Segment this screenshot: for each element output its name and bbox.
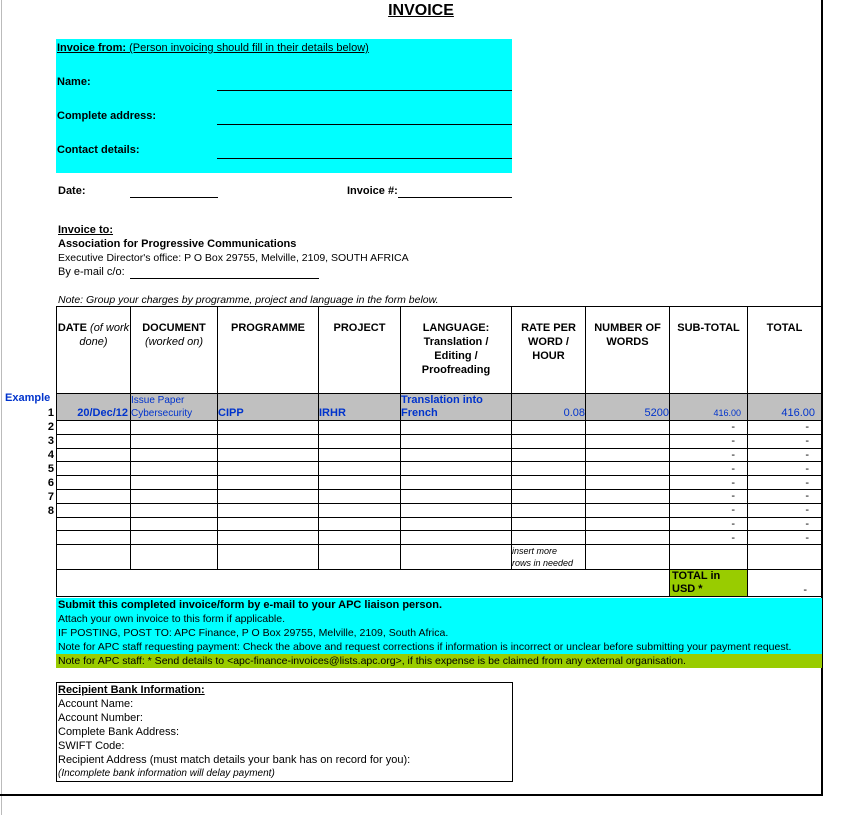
email-label: By e-mail c/o: (58, 266, 125, 278)
recipient-address: Executive Director's office: P O Box 29755, Melville, 2109, SOUTH AFRICA (58, 252, 409, 264)
cell-words[interactable] (586, 503, 670, 517)
example-document (131, 394, 218, 421)
example-subtotal: 416.00 (670, 394, 748, 421)
example-project: IRHR (319, 394, 401, 421)
table-row (57, 489, 822, 503)
cell-date[interactable] (57, 545, 131, 570)
cell-document[interactable] (131, 476, 218, 490)
cell-language[interactable] (401, 421, 512, 435)
cell-date[interactable] (57, 434, 131, 448)
table-row (57, 503, 822, 517)
total-label-line: TOTAL in (672, 570, 721, 583)
table-row (57, 531, 822, 545)
cell-date[interactable] (57, 503, 131, 517)
cell-document[interactable] (131, 434, 218, 448)
cell-words[interactable] (586, 476, 670, 490)
cell-subtotal: - (670, 517, 748, 531)
example-document-line: Cybersecurity (131, 408, 193, 419)
header-subtotal: SUB-TOTAL (670, 307, 748, 394)
cell-document[interactable] (131, 503, 218, 517)
swift-label[interactable]: SWIFT Code: (58, 740, 125, 752)
total-label-line: USD * (672, 583, 703, 596)
cell-rate[interactable] (512, 531, 586, 545)
cell-project[interactable] (319, 462, 401, 476)
row-number: 6 (47, 477, 54, 489)
cell-programme[interactable] (218, 531, 319, 545)
page-title: INVOICE (388, 2, 454, 19)
cell-words[interactable] (586, 434, 670, 448)
cell-words[interactable] (586, 517, 670, 531)
cell-subtotal: - (670, 421, 748, 435)
cell-programme[interactable] (218, 503, 319, 517)
table-row (57, 448, 822, 462)
cell-total: - (748, 517, 822, 531)
row-number: 1 (47, 407, 54, 419)
cell-language[interactable] (401, 448, 512, 462)
address-label: Complete address: (57, 110, 157, 122)
invoice-from-section (56, 39, 512, 173)
address-field[interactable] (217, 124, 512, 125)
cell-programme[interactable] (218, 462, 319, 476)
table-row (57, 434, 822, 448)
cell-programme[interactable] (218, 421, 319, 435)
cell-rate[interactable] (512, 503, 586, 517)
cell-document[interactable] (131, 421, 218, 435)
cell-date[interactable] (57, 476, 131, 490)
cell-project[interactable] (319, 545, 401, 570)
cell-rate[interactable] (512, 476, 586, 490)
cell-project[interactable] (319, 503, 401, 517)
cell-total: - (748, 448, 822, 462)
example-programme: CIPP (218, 394, 319, 421)
table-row (57, 517, 822, 531)
header-words: NUMBER OF WORDS (586, 307, 670, 394)
cell-project[interactable] (319, 448, 401, 462)
cell-language[interactable] (401, 517, 512, 531)
cell-language[interactable] (401, 545, 512, 570)
name-label: Name: (57, 76, 91, 88)
cell-date[interactable] (57, 489, 131, 503)
cell-programme[interactable] (218, 476, 319, 490)
row-number: 3 (47, 435, 54, 447)
cell-rate[interactable] (512, 421, 586, 435)
header-date: DATE (of work done) (57, 307, 131, 394)
cell-total: - (748, 434, 822, 448)
cell-words[interactable] (586, 545, 670, 570)
cell-programme[interactable] (218, 448, 319, 462)
account-name-label[interactable]: Account Name: (58, 698, 134, 710)
bank-warning: (Incomplete bank information will delay payment) (58, 768, 275, 779)
submit-line: Note for APC staff: * Send details to <apc-finance-invoices@lists.apc.org>, if this expense is be claimed from any external organisation. (56, 654, 822, 668)
header-total: TOTAL (748, 307, 822, 394)
cell-date[interactable] (57, 531, 131, 545)
grand-total: - (748, 570, 822, 597)
cell-project[interactable] (319, 517, 401, 531)
cell-date[interactable] (57, 517, 131, 531)
cell-document[interactable] (131, 545, 218, 570)
cell-document[interactable] (131, 517, 218, 531)
cell-total: - (748, 476, 822, 490)
total-label (670, 570, 748, 597)
header-document: DOCUMENT (worked on) (131, 307, 218, 394)
cell-words[interactable] (586, 448, 670, 462)
cell-programme[interactable] (218, 517, 319, 531)
example-language-line: French (401, 407, 438, 419)
cell-language[interactable] (401, 503, 512, 517)
recipient-org: Association for Progressive Communications (58, 238, 297, 250)
header-rate: RATE PER WORD / HOUR (512, 307, 586, 394)
cell-document[interactable] (131, 462, 218, 476)
invoice-number-field[interactable] (398, 197, 512, 198)
invoice-from-heading (57, 42, 369, 54)
invoice-from-instruction: (Person invoicing should fill in their details below) (126, 42, 369, 54)
cell-total: - (748, 462, 822, 476)
bank-heading: Recipient Bank Information: (58, 684, 205, 696)
cell-project[interactable] (319, 421, 401, 435)
submit-instructions (56, 598, 822, 668)
example-label: Example (5, 392, 51, 404)
cell-subtotal: - (670, 531, 748, 545)
example-total: 416.00 (748, 394, 822, 421)
table-row (57, 476, 822, 490)
example-document-line: Issue Paper (131, 395, 185, 406)
cell-document[interactable] (131, 489, 218, 503)
bank-address-label[interactable]: Complete Bank Address: (58, 726, 180, 738)
submit-line: Note for APC staff requesting payment: Check the above and request corrections if information is incorrect or unclear before submitting your payment request. (58, 641, 792, 653)
cell-subtotal: - (670, 462, 748, 476)
sheet-bottom-border (0, 794, 823, 796)
cell-date[interactable] (57, 421, 131, 435)
cell-subtotal (670, 545, 748, 570)
cell-date[interactable] (57, 448, 131, 462)
recipient-address-label[interactable]: Recipient Address (must match details your bank has on record for you): (58, 754, 411, 766)
cell-date[interactable] (57, 462, 131, 476)
row-number: 2 (47, 421, 54, 433)
insert-more-note (512, 545, 586, 570)
example-words: 5200 (586, 394, 670, 421)
cell-rate[interactable] (512, 434, 586, 448)
total-row (57, 570, 822, 597)
insert-more-line: rows in needed (512, 558, 574, 569)
cell-subtotal: - (670, 434, 748, 448)
row-number: 4 (47, 449, 54, 461)
invoice-to-heading: Invoice to: (58, 224, 114, 236)
cell-subtotal: - (670, 448, 748, 462)
email-field[interactable] (130, 278, 319, 279)
example-row (57, 394, 822, 421)
cell-document[interactable] (131, 448, 218, 462)
insert-more-line: insert more (512, 546, 558, 557)
table-header-row (57, 307, 822, 394)
cell-project[interactable] (319, 434, 401, 448)
cell-words[interactable] (586, 531, 670, 545)
cell-language[interactable] (401, 476, 512, 490)
cell-project[interactable] (319, 476, 401, 490)
invoice-number-label: Invoice #: (347, 185, 398, 197)
cell-total (748, 545, 822, 570)
submit-line: Submit this completed invoice/form by e-mail to your APC liaison person. (58, 599, 443, 611)
bank-info-box (56, 682, 513, 782)
cell-rate[interactable] (512, 448, 586, 462)
cell-words[interactable] (586, 462, 670, 476)
cell-project[interactable] (319, 489, 401, 503)
name-field[interactable] (217, 90, 512, 91)
example-date: 20/Dec/12 (57, 394, 131, 421)
cell-rate[interactable] (512, 462, 586, 476)
cell-subtotal: - (670, 476, 748, 490)
table-row (57, 462, 822, 476)
total-row-spacer (57, 570, 670, 597)
submit-line: Attach your own invoice to this form if applicable. (58, 613, 286, 625)
contact-label: Contact details: (57, 144, 140, 156)
submit-line: IF POSTING, POST TO: APC Finance, P O Box 29755, Melville, 2109, South Africa. (58, 627, 449, 639)
insert-more-row (57, 545, 822, 570)
header-project: PROJECT (319, 307, 401, 394)
account-number-label[interactable]: Account Number: (58, 712, 143, 724)
grouping-note: Note: Group your charges by programme, project and language in the form below. (58, 294, 439, 306)
cell-total: - (748, 489, 822, 503)
invoice-from-label: Invoice from: (57, 42, 127, 54)
cell-total: - (748, 531, 822, 545)
cell-programme[interactable] (218, 434, 319, 448)
cell-rate[interactable] (512, 489, 586, 503)
example-rate: 0.08 (512, 394, 586, 421)
row-number: 8 (47, 505, 54, 517)
charges-table (56, 306, 822, 597)
date-label: Date: (58, 185, 86, 197)
table-row (57, 421, 822, 435)
row-number: 7 (47, 491, 54, 503)
date-field[interactable] (130, 197, 218, 198)
cell-total: - (748, 421, 822, 435)
cell-rate[interactable] (512, 517, 586, 531)
cell-subtotal: - (670, 489, 748, 503)
header-programme: PROGRAMME (218, 307, 319, 394)
row-number: 5 (47, 463, 54, 475)
cell-document[interactable] (131, 531, 218, 545)
cell-programme[interactable] (218, 545, 319, 570)
cell-language[interactable] (401, 434, 512, 448)
cell-language[interactable] (401, 462, 512, 476)
cell-total: - (748, 503, 822, 517)
contact-field[interactable] (217, 158, 512, 159)
example-language (401, 394, 512, 421)
cell-words[interactable] (586, 421, 670, 435)
example-language-line: Translation into (401, 394, 483, 406)
cell-subtotal: - (670, 503, 748, 517)
cell-language[interactable] (401, 531, 512, 545)
header-language: LANGUAGE: Translation / Editing / Proofreading (401, 307, 512, 394)
cell-words[interactable] (586, 489, 670, 503)
cell-language[interactable] (401, 489, 512, 503)
cell-project[interactable] (319, 531, 401, 545)
cell-programme[interactable] (218, 489, 319, 503)
